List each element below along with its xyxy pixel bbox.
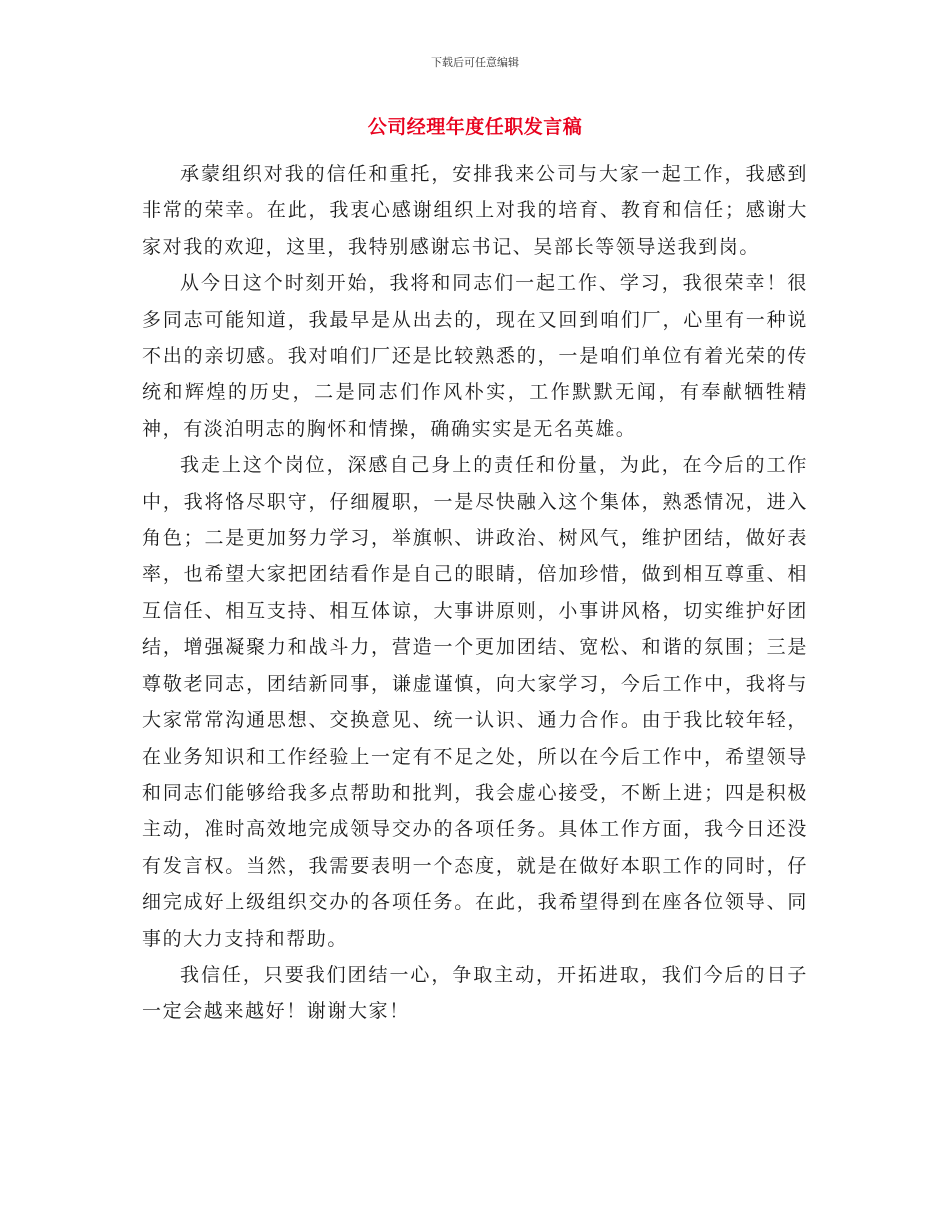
paragraph: 我走上这个岗位，深感自己身上的责任和份量，为此，在今后的工作中，我将恪尽职守，仔细履职，一是尽快融入这个集体，熟悉情况，进入角色；二是更加努力学习，举旗帜、讲政治、树风气，维护团结，做好表率，也希望大家把团结看作是自己的眼睛，倍加珍惜，做到相互尊重、相互信任、相互支持、相互体谅，大事讲原则，小事讲风格，切实维护好团结，增强凝聚力和战斗力，营造一个更加团结、宽松、和谐的氛围；三是尊敬老同志，团结新同事，谦虚谨慎，向大家学习，今后工作中，我将与大家常常沟通思想、交换意见、统一认识、通力合作。由于我比较年轻，在业务知识和工作经验上一定有不足之处，所以在今后工作中，希望领导和同志们能够给我多点帮助和批判，我会虚心接受，不断上进；四是积极主动，准时高效地完成领导交办的各项任务。具体工作方面，我今日还没有发言权。当然，我需要表明一个态度，就是在做好本职工作的同时，仔细完成好上级组织交办的各项任务。在此，我希望得到在座各位领导、同事的大力支持和帮助。 bbox=[142, 454, 808, 950]
header-note: 下载后可任意编辑 bbox=[431, 56, 519, 69]
document-title: 公司经理年度任职发言稿 bbox=[367, 116, 583, 138]
paragraph: 从今日这个时刻开始，我将和同志们一起工作、学习，我很荣幸！很多同志可能知道，我最早是从出去的，现在又回到咱们厂，心里有一种说不出的亲切感。我对咱们厂还是比较熟悉的，一是咱们单位有着光荣的传统和辉煌的历史，二是同志们作风朴实，工作默默无闻，有奉献牺牲精神，有淡泊明志的胸怀和情操，确确实实是无名英雄。 bbox=[142, 272, 808, 440]
paragraph: 我信任，只要我们团结一心，争取主动，开拓进取，我们今后的日子一定会越来越好！谢谢大家！ bbox=[142, 963, 808, 1023]
document-body bbox=[142, 156, 808, 1030]
paragraph: 承蒙组织对我的信任和重托，安排我来公司与大家一起工作，我感到非常的荣幸。在此，我衷心感谢组织上对我的培育、教育和信任；感谢大家对我的欢迎，这里，我特别感谢忘书记、吴部长等领导送我到岗。 bbox=[142, 163, 808, 258]
